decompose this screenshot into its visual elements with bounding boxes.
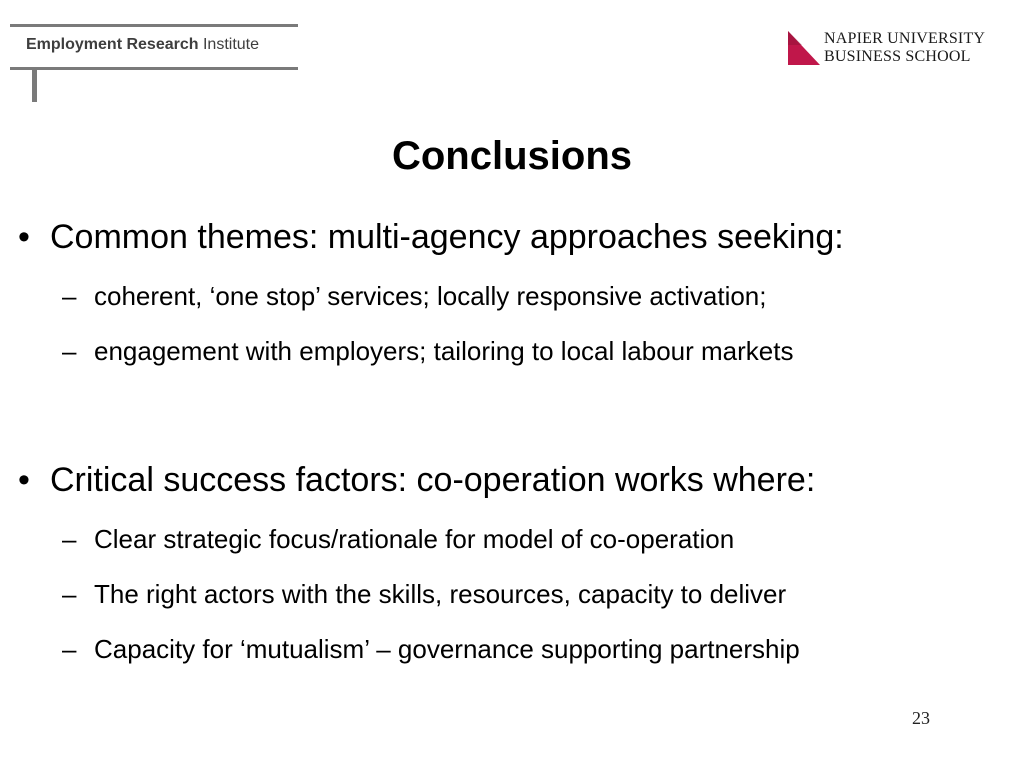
dash-marker: – [62,336,77,366]
sub-bullet-text: Capacity for ‘mutualism’ – governance supporting partnership [94,634,800,664]
sub-bullet-text: Clear strategic focus/rationale for model of co-operation [94,524,735,554]
sub-bullet [62,336,793,367]
bullet-text: Critical success factors: co-operation works where: [50,461,816,499]
university-line1: NAPIER UNIVERSITY [824,30,986,47]
logo-line-top [10,24,298,27]
logo-vertical-bar [32,70,37,102]
logo-line-bottom [10,67,298,70]
bullet-critical-success-factors [18,461,815,500]
institute-logo [0,0,310,110]
institute-name-bold: Employment Research [26,36,199,53]
institute-name-regular: Institute [202,36,259,53]
slide-title: Conclusions [391,134,633,178]
university-logo [788,28,1008,72]
napier-mark-icon [788,31,820,65]
sub-bullet [62,281,766,312]
bullet-text: Common themes: multi-agency approaches seeking: [50,218,844,256]
dash-marker: – [62,524,77,554]
dash-marker: – [62,634,77,664]
sub-bullet [62,634,800,665]
bullet-common-themes [18,218,844,257]
sub-bullet [62,524,734,555]
institute-name [26,36,259,54]
sub-bullet-text: coherent, ‘one stop’ services; locally responsive activation; [94,281,767,311]
sub-bullet [62,579,786,610]
bullet-marker: • [18,218,30,256]
bullet-marker: • [18,461,30,499]
university-line2: BUSINESS SCHOOL [824,48,971,65]
sub-bullet-text: The right actors with the skills, resources, capacity to deliver [94,579,787,609]
dash-marker: – [62,579,77,609]
sub-bullet-text: engagement with employers; tailoring to local labour markets [94,336,794,366]
dash-marker: – [62,281,77,311]
page-number: 23 [912,708,930,728]
